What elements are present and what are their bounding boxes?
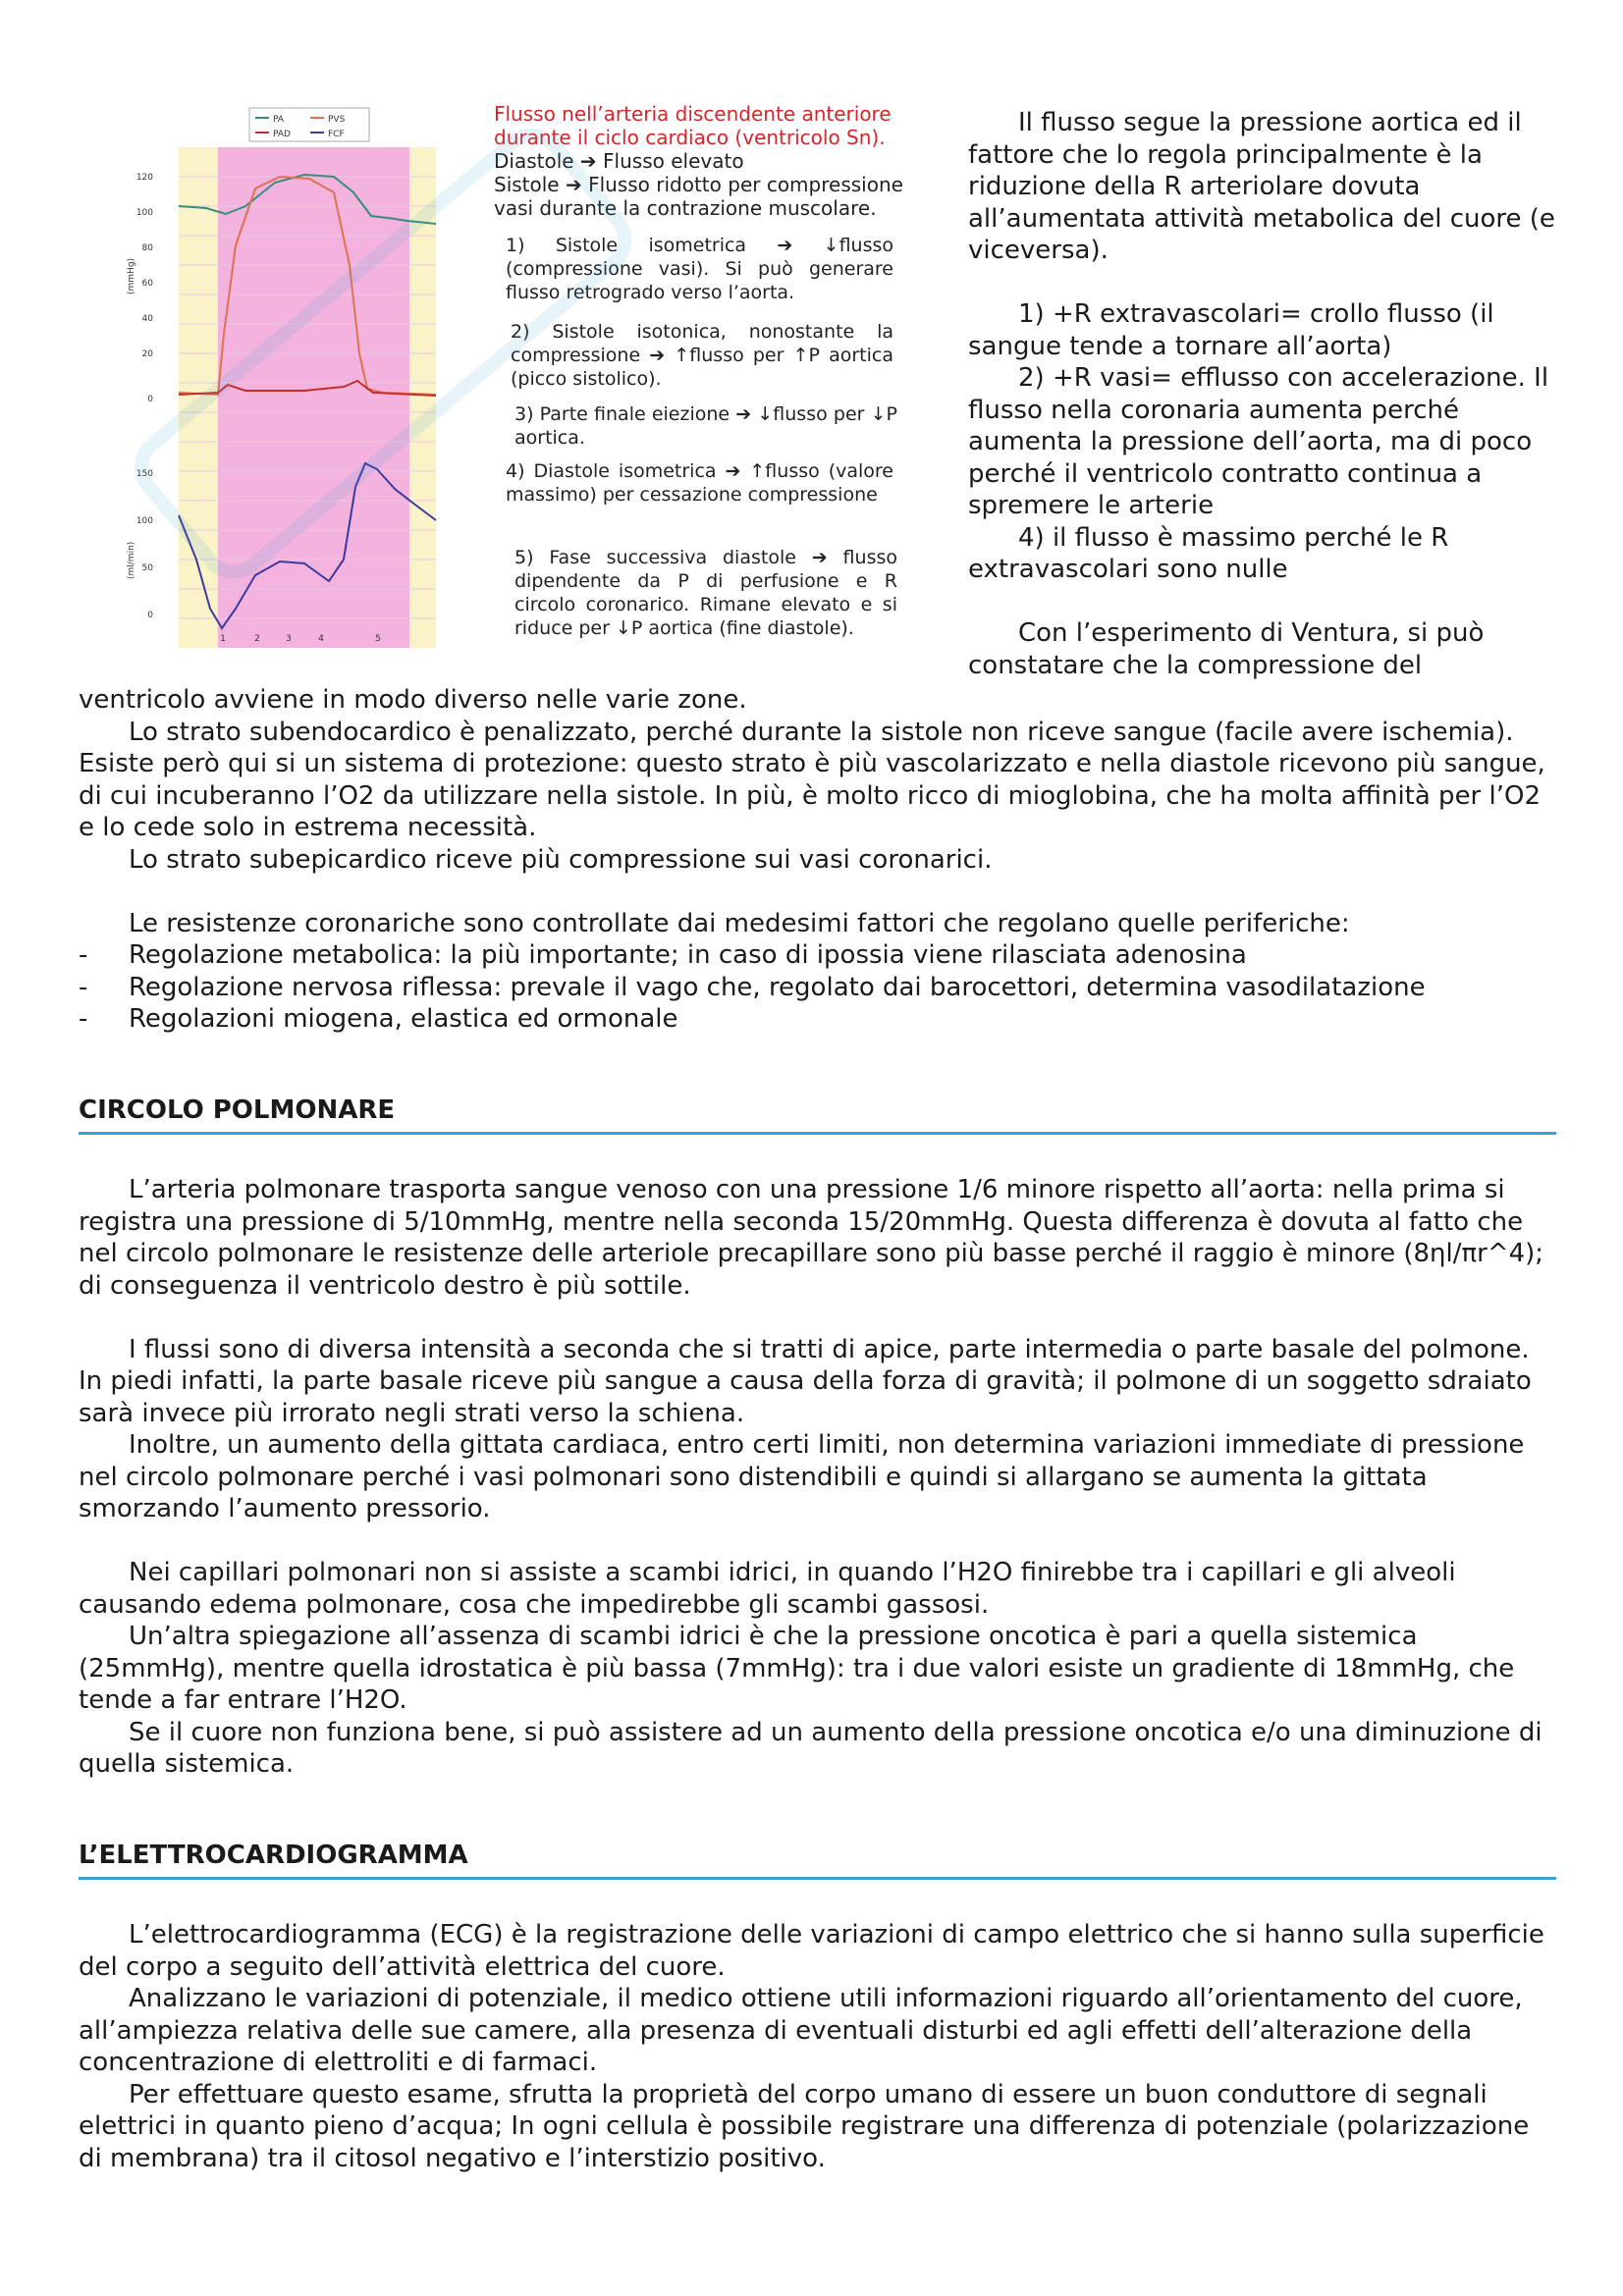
bullet-text: Regolazioni miogena, elastica ed ormonale <box>129 1004 678 1034</box>
paragraph-capillari: Nei capillari polmonari non si assiste a scambi idrici, in quando l’H2O finirebbe tra i capillari e gli alveoli causando edema polmonare, cosa che impedirebbe gli scambi gassosi. <box>79 1558 1456 1620</box>
paragraph-subepicardico: Lo strato subepicardico riceve più compressione sui vasi coronarici. <box>129 844 993 875</box>
tick-20: 20 <box>141 349 153 359</box>
paragraph-arteria-polmonare: L’arteria polmonare trasporta sangue venoso con una pressione 1/6 minore rispetto all’aorta: nella prima si registra una pressione di 5/10mmHg, mentre nella seconda 15/20mmHg. Questa differenza è dovuta al fatto che nel circolo polmonare le resistenze delle arteriole precapillare sono più basse perché il raggio è minore (8ηl/πr^4); di conseguenza il ventricolo destro è più sottile. <box>79 1175 1544 1301</box>
paragraph-gittata: Inoltre, un aumento della gittata cardiaca, entro certi limiti, non determina variazioni immediate di pressione nel circolo polmonare perché i vasi polmonari sono distendibili e quindi si allargano se aumenta la gittata smorzando l’aumento pressorio. <box>79 1430 1525 1523</box>
figure-point-3: 3) Parte finale eiezione ➔ ↓flusso per ↓P aortica. <box>514 403 897 449</box>
heading-elettrocardiogramma: L’ELETTROCARDIOGRAMMA <box>79 1840 1556 1881</box>
paragraph-flussi: I flussi sono di diversa intensità a seconda che si tratti di apice, parte intermedia o parte basale del polmone. In piedi infatti, la parte basale riceve più sangue a causa della forza di gravità; il polmone di un soggetto sdraiato sarà invece più irrorato negli strati verso la schiena. <box>79 1334 1532 1428</box>
band-pink <box>218 147 409 648</box>
bullet-text: Regolazione metabolica: la più importante; in caso di ipossia viene rilasciata adenosina <box>129 940 1247 970</box>
right-paragraph-2: 2) +R vasi= efflusso con accelerazione. Il flusso nella coronaria aumenta perché aumenta la pressione dell’aorta, ma di poco perché il ventricolo contratto continua a spremere le arterie <box>968 363 1549 520</box>
tick-80: 80 <box>141 243 153 253</box>
paragraph-ecg-def: L’elettrocardiogramma (ECG) è la registrazione delle variazioni di campo elettrico che si hanno sulla superficie del corpo a seguito dell’attività elettrica del cuore. <box>79 1920 1544 1982</box>
bullet-dash: - <box>79 1004 88 1034</box>
pressure-ticks <box>136 173 153 404</box>
right-paragraph-1: 1) +R extravascolari= crollo flusso (il sangue tende a tornare all’aorta) <box>968 299 1494 361</box>
right-paragraph-ventura: Con l’esperimento di Ventura, si può constatare che la compressione del <box>968 618 1485 680</box>
paragraph-ecg-analisi: Analizzano le variazioni di potenziale, il medico ottiene utili informazioni riguardo all’orientamento del cuore, all’ampiezza relativa delle sue camere, alla presenza di eventuali disturbi ed agli effetti dell’alterazione della concentrazione di elettroliti e di farmaci. <box>79 1984 1523 2077</box>
figure-point-1: 1) Sistole isometrica ➔ ↓flusso (compressione vasi). Si può generare flusso retrogrado verso l’aorta. <box>506 235 893 303</box>
tick-40: 40 <box>141 314 153 324</box>
bullet-item <box>79 939 1556 972</box>
paragraph-oncotica: Un’altra spiegazione all’assenza di scambi idrici è che la pressione oncotica è pari a quella sistemica (25mmHg), mentre quella idrostatica è più bassa (7mmHg): tra i due valori esiste un gradiente di 18mmHg, che tende a far entrare l’H2O. <box>79 1622 1515 1715</box>
bullet-item <box>79 1003 1556 1036</box>
paragraph-subendocardico: Lo strato subendocardico è penalizzato, perché durante la sistole non riceve sangue (facile avere ischemia). Esiste però qui si un sistema di protezione: questo strato è più vascolarizzato e nella diastole ricevono più sangue, di cui incuberanno l’O2 da utilizzare nella sistole. In più, è molto ricco di mioglobina, che ha molta affinità per l’O2 e lo cede solo in estrema necessità. <box>79 717 1545 842</box>
paragraph-resistenze: Le resistenze coronariche sono controllate dai medesimi fattori che regolano quelle periferiche: <box>129 908 1350 938</box>
figure-point-2: 2) Sistole isotonica, nonostante la compressione ➔ ↑flusso per ↑P aortica (picco sistolico). <box>511 321 893 390</box>
tick-60: 60 <box>141 279 153 289</box>
tick-100: 100 <box>135 208 153 218</box>
figure-point-4: 4) Diastole isometrica ➔ ↑flusso (valore massimo) per cessazione compressione <box>506 460 893 506</box>
figure-diastole: Diastole ➔ Flusso elevato <box>494 149 744 173</box>
main-body <box>79 684 1556 2174</box>
xtick-1: 1 <box>220 634 226 644</box>
bullet-dash: - <box>79 940 88 970</box>
paragraph-continuation: ventricolo avviene in modo diverso nelle varie zone. <box>79 685 747 715</box>
xtick-4: 4 <box>318 634 324 644</box>
tick-50: 50 <box>141 563 153 573</box>
figure-point-5: 5) Fase successiva diastole ➔ flusso dipendente da P di perfusione e R circolo coronarico. Rimane elevato e si riduce per ↓P aortica (fine diastole). <box>514 547 897 639</box>
bullet-dash: - <box>79 972 88 1002</box>
top-section <box>79 98 1556 687</box>
legend-pa: PA <box>273 115 285 125</box>
flow-ticks <box>136 469 153 620</box>
tick-150: 150 <box>135 469 153 479</box>
paragraph-ecg-esame: Per effettuare questo esame, sfrutta la proprietà del corpo umano di essere un buon conduttore di segnali elettrici in quanto pieno d’acqua; In ogni cellula è possibile registrare una differenza di potenziale (polarizzazione di membrana) tra il citosol negativo e l’interstizio positivo. <box>79 2079 1530 2173</box>
xtick-3: 3 <box>286 634 292 644</box>
paragraph-cuore: Se il cuore non funziona bene, si può assistere ad un aumento della pressione oncotica e/o una diminuzione di quella sistemica. <box>79 1717 1542 1779</box>
bullet-text: Regolazione nervosa riflessa: prevale il vago che, regolato dai barocettori, determina vasodilatazione <box>129 972 1426 1002</box>
figure-sistole: Sistole ➔ Flusso ridotto per compressione vasi durante la contrazione muscolare. <box>494 173 903 220</box>
right-paragraph-intro: Il flusso segue la pressione aortica ed il fattore che lo regola principalmente è la riduzione della R arteriolare dovuta all’aumentata attività metabolica del cuore (e viceversa). <box>968 108 1555 265</box>
bullet-item <box>79 972 1556 1004</box>
legend-pvs: PVS <box>328 115 346 125</box>
legend-fcf: FCF <box>328 130 345 139</box>
heading-circolo-polmonare: CIRCOLO POLMONARE <box>79 1095 1556 1136</box>
tick-0p: 0 <box>147 395 153 404</box>
legend-pad: PAD <box>273 130 291 139</box>
tick-120: 120 <box>135 173 153 183</box>
tick-100f: 100 <box>135 516 153 526</box>
xtick-5: 5 <box>375 634 381 644</box>
right-paragraph-4: 4) il flusso è massimo perché le R extravascolari sono nulle <box>968 522 1449 584</box>
coronary-flow-figure <box>108 98 972 687</box>
tick-0f: 0 <box>147 611 153 620</box>
figure-title: Flusso nell’arteria discendente anteriore durante il ciclo cardiaco (ventricolo Sn). <box>494 102 892 149</box>
right-column <box>968 107 1557 681</box>
flow-chart <box>108 98 501 658</box>
xtick-2: 2 <box>254 634 260 644</box>
flow-label: (ml/min) <box>127 541 136 579</box>
legend-box <box>249 108 369 141</box>
pressure-label: (mmHg) <box>127 257 136 294</box>
